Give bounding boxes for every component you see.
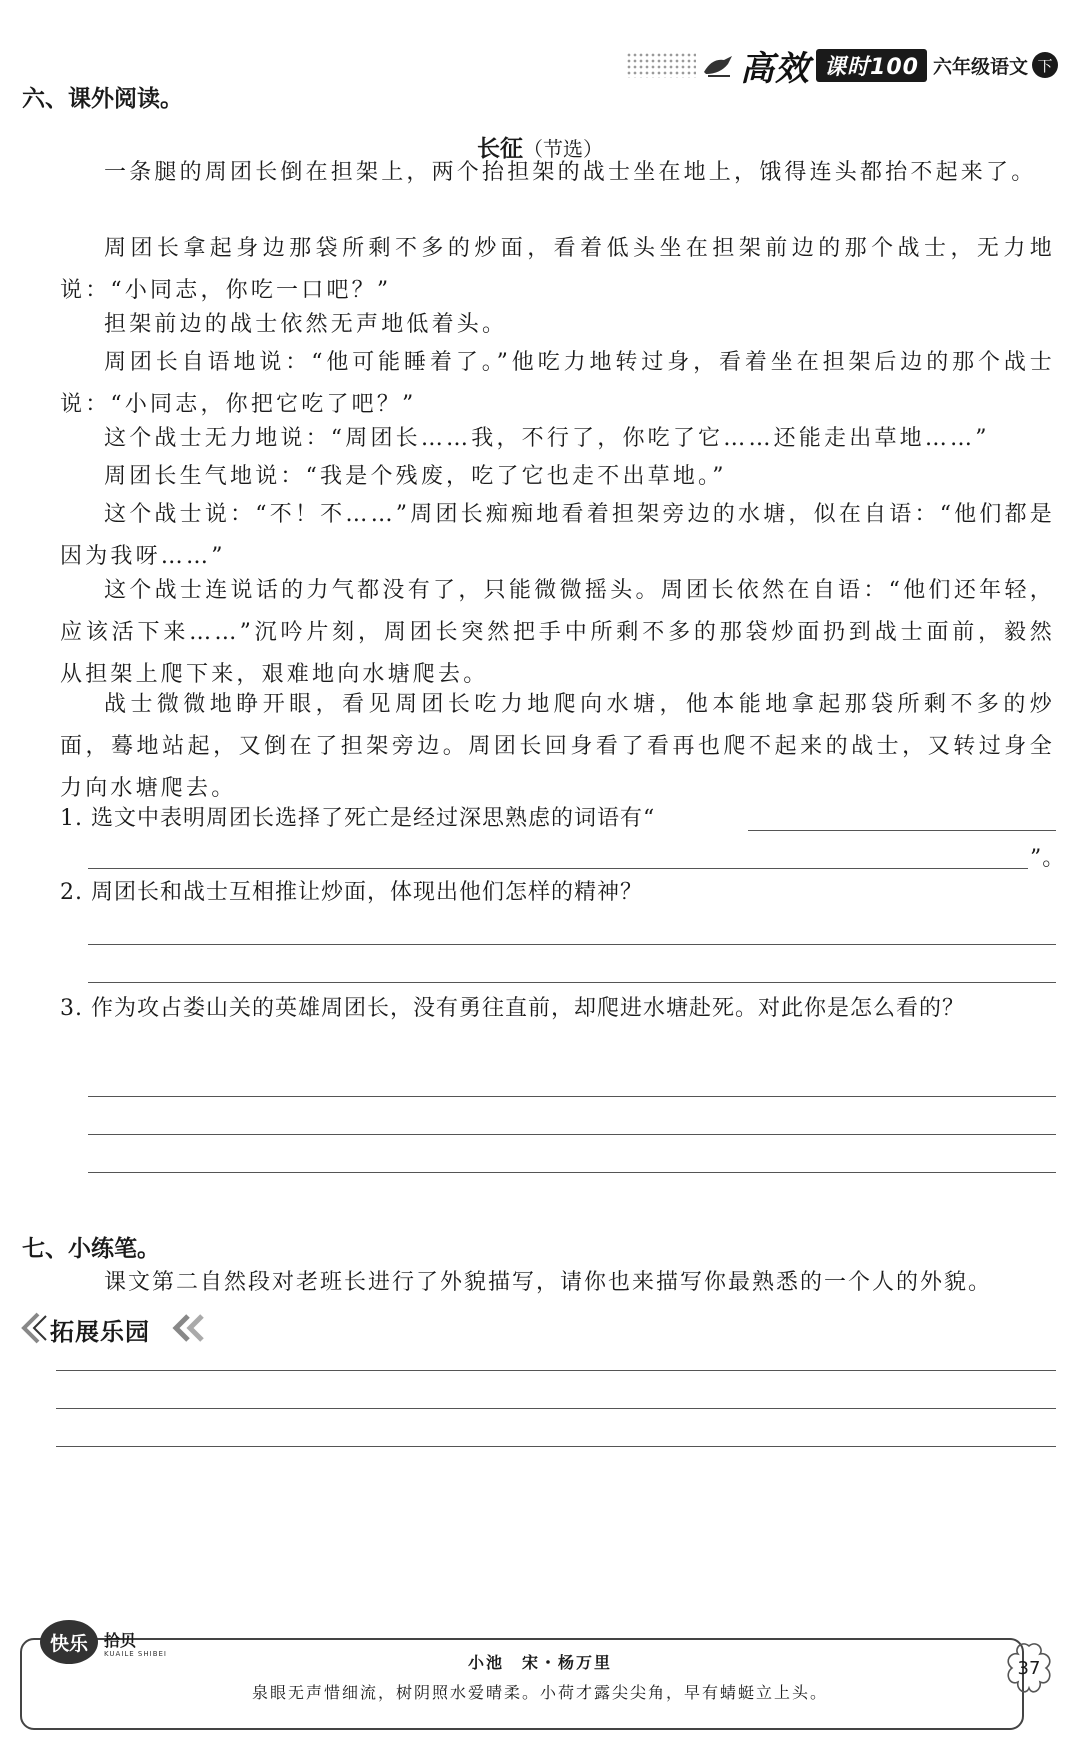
banner-label: 拓展乐园 <box>50 1318 150 1346</box>
section-7-title: 七、小练笔。 <box>22 1236 160 1262</box>
question-2-text: 2. 周团长和战士互相推让炒面，体现出他们怎样的精神？ <box>60 880 643 905</box>
answer-line[interactable] <box>88 1134 1056 1135</box>
article-paragraph: 这个战士无力地说：“周团长……我，不行了，你吃了它……还能走出草地……” <box>104 426 990 451</box>
article-paragraph: 这个战士说：“不！不……”周团长痴痴地看着担架旁边的水塘，似在自语：“他们都是因为我呀……” <box>60 502 1055 569</box>
answer-line[interactable] <box>748 830 1056 831</box>
article-paragraph: 战士微微地睁开眼，看见周团长吃力地爬向水塘，他本能地拿起那袋所剩不多的炒面，蓦地站起，又倒在了担架旁边。周团长回身看了看再也爬不起来的战士，又转过身全力向水塘爬去。 <box>60 692 1055 801</box>
article-paragraph: 担架前边的战士依然无声地低着头。 <box>104 312 508 337</box>
brand-title: 高效 <box>740 48 811 89</box>
answer-line[interactable] <box>88 982 1056 983</box>
dot-pattern-decoration <box>626 52 696 78</box>
section-6-title: 六、课外阅读。 <box>22 86 183 112</box>
footer-badge-sub: 拾贝 <box>104 1631 137 1650</box>
page-number-text: 37 <box>1017 1657 1041 1679</box>
article-title-note: （节选） <box>523 137 603 161</box>
question-1-end: ”。 <box>1030 846 1066 871</box>
footer-badge: 快乐 <box>40 1620 98 1664</box>
section-7-prompt: 课文第二自然段对老班长进行了外貌描写，请你也来描写你最熟悉的一个人的外貌。 <box>104 1270 993 1295</box>
writing-line[interactable] <box>56 1446 1056 1447</box>
question-1 <box>60 798 1060 840</box>
answer-line[interactable] <box>88 1096 1056 1097</box>
runner-logo-icon <box>702 52 734 78</box>
page-number <box>998 1640 1060 1696</box>
brand-subtitle: 课时100 <box>816 49 927 82</box>
article-title-text: 长征 <box>477 136 523 162</box>
question-1-text: 1. 选文中表明周团长选择了死亡是经过深思熟虑的词语有“ <box>60 806 656 831</box>
footer-badge-small: KUAILE SHIBEI <box>104 1650 167 1658</box>
article-paragraph: 周团长拿起身边那袋所剩不多的炒面，看着低头坐在担架前边的那个战士，无力地说：“小同志，你吃一口吧？” <box>60 236 1055 303</box>
article-paragraph: 周团长自语地说：“他可能睡着了。”他吃力地转过身，看着坐在担架后边的那个战士说：“小同志，你把它吃了吧？” <box>60 350 1055 417</box>
article-paragraph: 周团长生气地说：“我是个残废，吃了它也走不出草地。” <box>104 464 727 489</box>
writing-line[interactable] <box>56 1408 1056 1409</box>
poem-text: 泉眼无声惜细流，树阴照水爱晴柔。小荷才露尖尖角，早有蜻蜓立上头。 <box>251 1683 828 1702</box>
answer-line[interactable] <box>88 944 1056 945</box>
section-banner <box>20 1308 210 1348</box>
volume-badge: 下 <box>1032 52 1058 78</box>
answer-line[interactable] <box>88 1172 1056 1173</box>
question-3-text: 3. 作为攻占娄山关的英雄周团长，没有勇往直前，却爬进水塘赴死。对此你是怎么看的？ <box>60 996 965 1021</box>
article-paragraph: 这个战士连说话的力气都没有了，只能微微摇头。周团长依然在自语：“他们还年轻，应该活下来……”沉吟片刻，周团长突然把手中所剩不多的那袋炒面扔到战士面前，毅然从担架上爬下来，艰难地向水塘爬去。 <box>60 578 1055 687</box>
article-paragraph: 一条腿的周团长倒在担架上，两个抬担架的战士坐在地上，饿得连头都抬不起来了。 <box>104 160 1037 185</box>
writing-line[interactable] <box>56 1370 1056 1371</box>
page-header <box>626 40 1058 90</box>
grade-label: 六年级语文 <box>932 55 1028 78</box>
answer-line[interactable] <box>88 868 1028 869</box>
poem-title: 小池 宋・杨万里 <box>467 1653 612 1672</box>
